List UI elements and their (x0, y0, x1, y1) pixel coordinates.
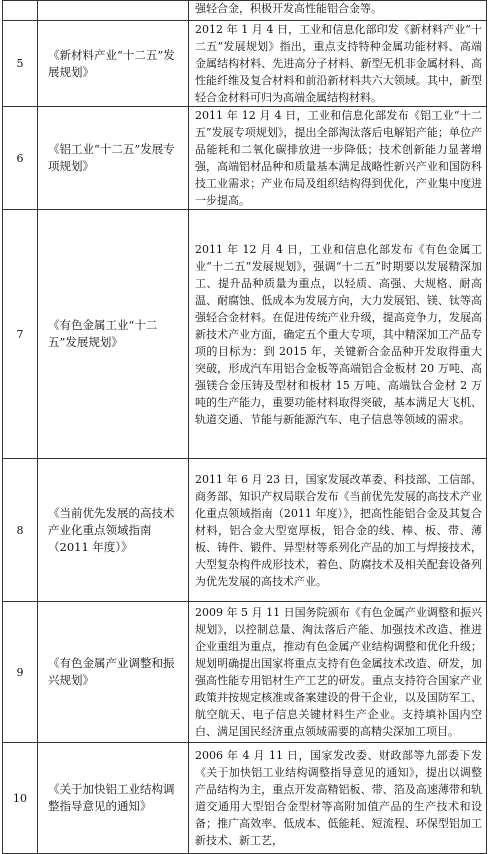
policy-name: 《当前优先发展的高技术产业化重点领域指南（2011 年度）》 (38, 459, 189, 602)
policy-description (189, 743, 487, 854)
policy-name (38, 1, 189, 21)
table-row (3, 1, 487, 21)
row-number: 10 (3, 743, 38, 854)
policy-name: 《关于加快铝工业结构调整指导意见的通知》 (38, 743, 189, 854)
row-number: 7 (3, 210, 38, 459)
policy-description: 2011 年 12 月 4 日，工业和信息化部发布《有色金属工业“十二五”发展规划》，强调“十二五”时期要以发展精深加工、提升品种质量为重点，以轻质、高强、大规格、耐高温、耐腐蚀、低成本为发展方向，大力发展铝、镁、钛等高强轻合金材料。在促进传统产业升级，提高竞争力，发展高新技术产业方面，确定五个重大专项，其中精深加工产品专项的目标为：到 2015 年，关键新合金品种开发取得重大突破，形成汽车用铝合金板等高端铝合金板材 20 万吨、高强镁合金压铸及型材和板材 15 万吨、高端钛合金材 2 万吨的生产能力，重要功能材料取得突破，基本满足大飞机、轨道交通、节能与新能源汽车、电子信息等领域的需求。 (189, 210, 487, 459)
row-number: 5 (3, 21, 38, 107)
policy-description: 2012 年 1 月 4 日，工业和信息化部印发《新材料产业“十二五”发展规划》指出，重点支持特种金属功能材料、高端金属结构材料、先进高分子材料、新型无机非金属材料、高性能纤维及复合材料和前沿新材料共六大领域。其中，新型轻合金材料可归为高端金属结构材料。 (189, 21, 487, 107)
table-row (3, 743, 487, 854)
policy-name: 《有色金属工业“十二五”发展规划》 (38, 210, 189, 459)
policy-name: 《有色金属产业调整和振兴规划》 (38, 602, 189, 743)
policy-description: 2011 年 12 月 4 日，工业和信息化部发布《铝工业“十二五”发展专项规划》，提出全部淘汰落后电解铝产能；单位产品能耗和二氧化碳排放进一步降低；技术创新能力显著增强，高端铝材品种和质量基本满足战略性新兴产业和国防科技工业需求；产业布局及组织结构得到优化，产业集中度进一步提高。 (189, 107, 487, 210)
policy-description: 2009 年 5 月 11 日国务院颁布《有色金属产业调整和振兴规划》，以控制总量、淘汰落后产能、加强技术改造、推进企业重组为重点，推动有色金属产业结构调整和优化升级；规划明确提出国家将重点支持有色金属技术改造、研发，加强高性能专用铝材生产工艺的研发。重点支持符合国家产业政策并按规定核准或备案建设的骨干企业，以及国防军工、航空航天、电子信息关键材料生产企业。支持填补国内空白、满足国民经济重点领域需要的高精尖深加工项目。 (189, 602, 487, 743)
row-number: 6 (3, 107, 38, 210)
table-row (3, 602, 487, 743)
table-row (3, 21, 487, 107)
table-row (3, 107, 487, 210)
policy-description: 2011 年 6 月 23 日，国家发展改革委、科技部、工信部、商务部、知识产权局联合发布《当前优先发展的高技术产业化重点领域指南（2011 年度）》，把高性能铝合金及其复合材料，铝合金大型宽厚板，铝合金的线、棒、板、带、薄板、铸件、锻件、异型材等系列化产品的加工与焊接技术，大型复杂构件成形技术，着色、防腐技术及相关配套设备列为优先发展的高技术产业。 (189, 459, 487, 602)
description-text: 2006 年 4 月 11 日，国家发改委、财政部等九部委下发《关于加快铝工业结构调整指导意见的通知》，提出以调整产品结构为主，重点开发高精铝板、带、箔及高速薄带和轨道交通用大型铝合金型材等高附加值产品的生产技术和设备；推广高效率、低成本、低能耗、短流程、环保型铝加工新技术、新工艺， (195, 749, 482, 847)
policy-name: 《新材料产业“十二五”发展规划》 (38, 21, 189, 107)
row-number: 8 (3, 459, 38, 602)
table-row (3, 210, 487, 459)
policy-description (189, 1, 487, 21)
policy-name: 《铝工业“十二五”发展专项规划》 (38, 107, 189, 210)
description-text: 强轻合金，积极开发高性能铝合金等。 (195, 2, 382, 15)
policy-table (2, 0, 487, 854)
row-number: 9 (3, 602, 38, 743)
table-row (3, 459, 487, 602)
row-number (3, 1, 38, 21)
